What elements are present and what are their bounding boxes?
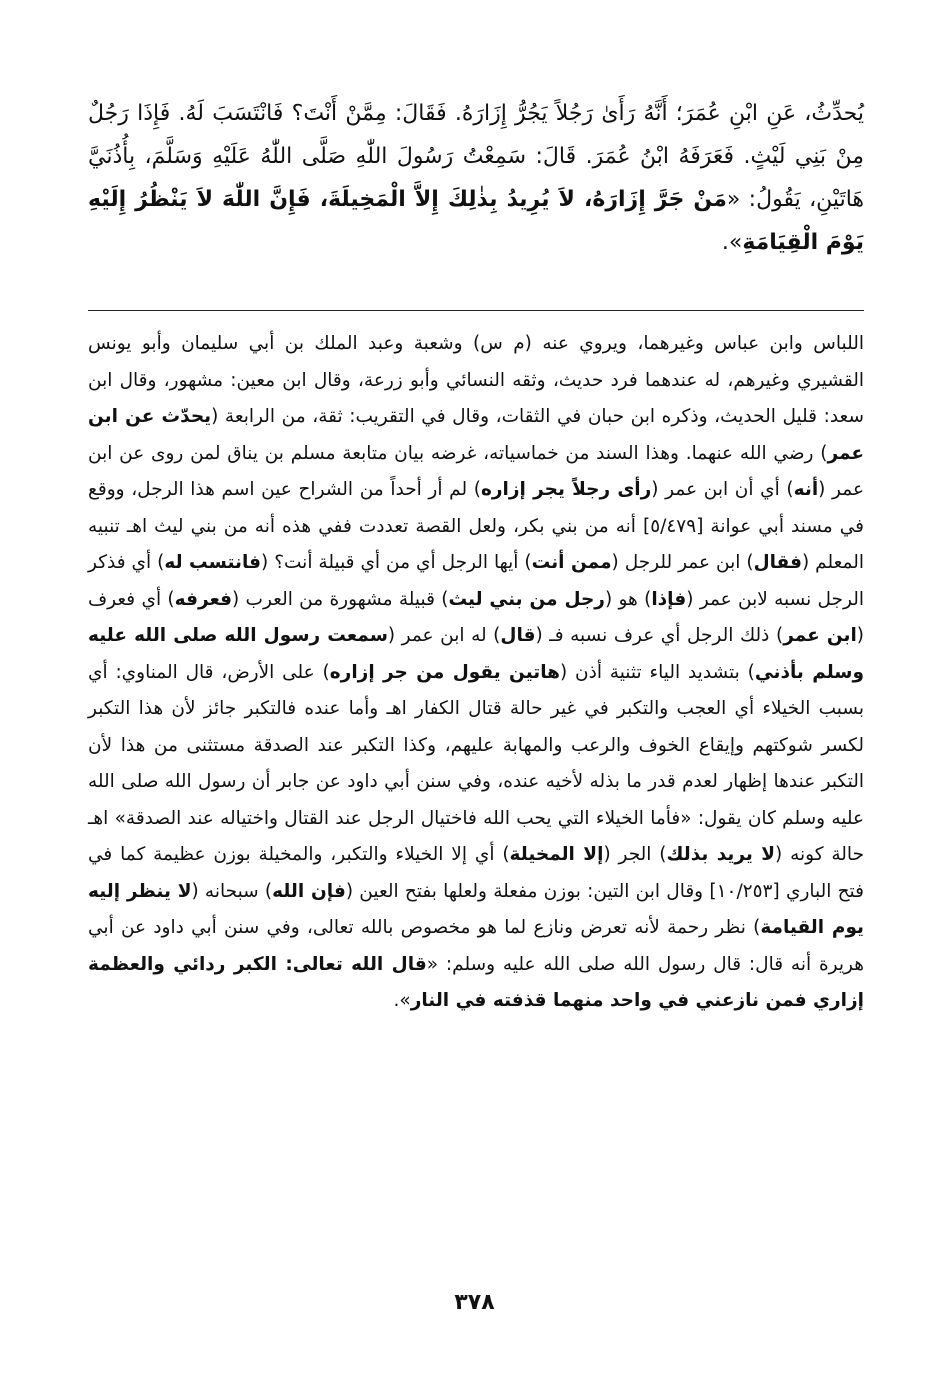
commentary-segment: ». bbox=[393, 990, 411, 1011]
commentary-bold-segment: يحدّث عن ابن عمر bbox=[88, 406, 864, 464]
commentary-bold-segment: رجل من بني ليث bbox=[448, 588, 605, 610]
commentary-segment: ) أي فذكر الرجل نسبه لابن عمر ( bbox=[88, 552, 864, 610]
commentary-bold-segment: رأى رجلاً يجر إزاره bbox=[480, 479, 652, 500]
commentary-segment: ) قبيلة مشهورة من العرب ( bbox=[232, 588, 449, 610]
hadith-segment: يُحدِّثُ، عَنِ ابْنِ عُمَرَ؛ أَنَّهُ رَأَىٰ رَجُلاً يَجُرُّ إِزَارَهُ. فَقَالَ: مِمَّنْ أَنْتَ؟ فَانْتَسَبَ لَهُ. فَإِذَا رَجُلٌ مِنْ بَنِي لَيْثٍ. فَعَرَفَهُ ابْنُ عُمَرَ. قَالَ: سَمِعْتُ رَسُولَ اللّٰهِ صَلَّى اللّٰهُ عَلَيْهِ وَسَلَّمَ، بِأُذُنَيَّ هَاتَيْنِ، يَقُولُ: « bbox=[88, 101, 864, 212]
commentary-bold-segment: قال الله تعالى: الكبر ردائي والعظمة إزاري فمن نازعني في واحد منهما قذفته في النار bbox=[88, 953, 864, 1011]
commentary-segment: اللباس وابن عباس وغيرهما، ويروي عنه (م س) وشعبة وعبد الملك بن أبي سليمان وأبو يونس القشيري وغيرهم، له عندهما فرد حديث، وثقه النسائي وأبو زرعة، وقال ابن معين: مشهور، وقال ابن سعد: قليل الحديث، وذكره ابن حبان في الثقات، وقال في التقريب: ثقة، من الرابعة ( bbox=[88, 333, 864, 427]
commentary-bold-segment: لا يريد بذلك bbox=[666, 844, 776, 865]
commentary-bold-segment: فإذا bbox=[651, 588, 687, 610]
commentary-bold-segment: قال bbox=[500, 625, 536, 646]
commentary-segment: ) ذلك الرجل أي عرف نسبه فـ ( bbox=[535, 625, 784, 646]
page-number: ٣٧٨ bbox=[454, 1290, 495, 1315]
commentary-bold-segment: أنه bbox=[793, 479, 819, 500]
commentary-segment: ) نظر رحمة لأنه تعرض ونازع لما هو مخصوص بالله تعالى، وفي سنن أبي داود عن أبي هريرة أنه قال: قال رسول الله صلى الله عليه وسلم: « bbox=[88, 917, 864, 975]
hadith-bold-segment: مَنْ جَرَّ إِزَارَهُ، لاَ يُرِيدُ بِذٰلِكَ إِلاَّ الْمَخِيلَةَ، فَإِنَّ اللّٰهَ لاَ يَنْظُرُ إِلَيْهِ يَوْمَ الْقِيَامَةِ bbox=[88, 187, 864, 255]
commentary-segment: ) أي أن ابن عمر ( bbox=[651, 479, 794, 500]
commentary-segment: ) ابن عمر للرجل ( bbox=[611, 552, 754, 573]
commentary-bold-segment: فإن الله bbox=[272, 880, 346, 902]
commentary-segment: ) بتشديد الياء تثنية أذن ( bbox=[559, 661, 755, 683]
commentary-segment: ) أي فعرف ( bbox=[88, 588, 865, 646]
commentary-bold-segment: فعرفه bbox=[174, 588, 233, 610]
footnote-divider bbox=[88, 310, 864, 311]
commentary-bold-segment: لا ينظر إليه يوم القيامة bbox=[88, 880, 864, 938]
commentary-segment: ) الجر ( bbox=[603, 844, 667, 865]
hadith-segment: ». bbox=[721, 230, 743, 255]
commentary-bold-segment: إلا المخيلة bbox=[509, 844, 604, 865]
commentary-segment: ) له ابن عمر ( bbox=[387, 625, 501, 646]
commentary-bold-segment: سمعت رسول الله صلى الله عليه وسلم بأذني bbox=[88, 625, 864, 683]
commentary-segment: ) على الأرض، قال المناوي: أي بسبب الخيلاء أي العجب والتكبر في غير حالة قتال الكفار اهـ وأما عنده فالتكبر جائز لأن هذا التكبر لكسر شوكتهم وإيقاع الخوف والرعب والمهابة عليهم، وكذا التكبر عند الصدقة مستثنى من هذا لأن التكبر عندها إظهار لعدم قدر ما بذله لأخيه عنده، وفي سنن أبي داود عن جابر أن رسول الله صلى الله عليه وسلم كان يقول: «فأما الخيلاء التي يحب الله فاختيال الرجل عند القتال واختياله عند الصدقة» اهـ حالة كونه ( bbox=[88, 661, 865, 865]
commentary-bold-segment: فقال bbox=[753, 552, 802, 573]
commentary-segment: ) أيها الرجل أي من أي قبيلة أنت؟ ( bbox=[261, 552, 532, 573]
hadith-text bbox=[88, 92, 864, 264]
commentary-segment: ) رضي الله عنهما. وهذا السند من خماسياته، غرضه بيان متابعة مسلم بن يناق لمن روى عن ابن عمر ( bbox=[88, 442, 864, 500]
commentary-bold-segment: هاتين يقول من جر إزاره bbox=[329, 661, 560, 683]
commentary-segment: ) لم أر أحداً من الشراح عين اسم هذا الرجل، ووقع في مسند أبي عوانة [٥/٤٧٩] أنه من بني بكر، ولعل القصة تعددت ففي هذه أنه من بني ليث اهـ تنبيه المعلم ( bbox=[88, 479, 865, 573]
commentary-segment: ) سبحانه ( bbox=[191, 880, 273, 902]
commentary-text bbox=[88, 326, 864, 1020]
commentary-bold-segment: ابن عمر bbox=[783, 625, 857, 646]
commentary-bold-segment: فانتسب له bbox=[164, 552, 262, 573]
commentary-segment: ) هو ( bbox=[604, 588, 652, 610]
commentary-bold-segment: ممن أنت bbox=[531, 552, 612, 573]
book-page bbox=[88, 92, 864, 1322]
commentary-segment: ) أي إلا الخيلاء والتكبر، والمخيلة بوزن عظيمة كما في فتح الباري [١٠/٢٥٣] وقال ابن التين: بوزن مفعلة ولعلها بفتح العين ( bbox=[88, 844, 864, 902]
